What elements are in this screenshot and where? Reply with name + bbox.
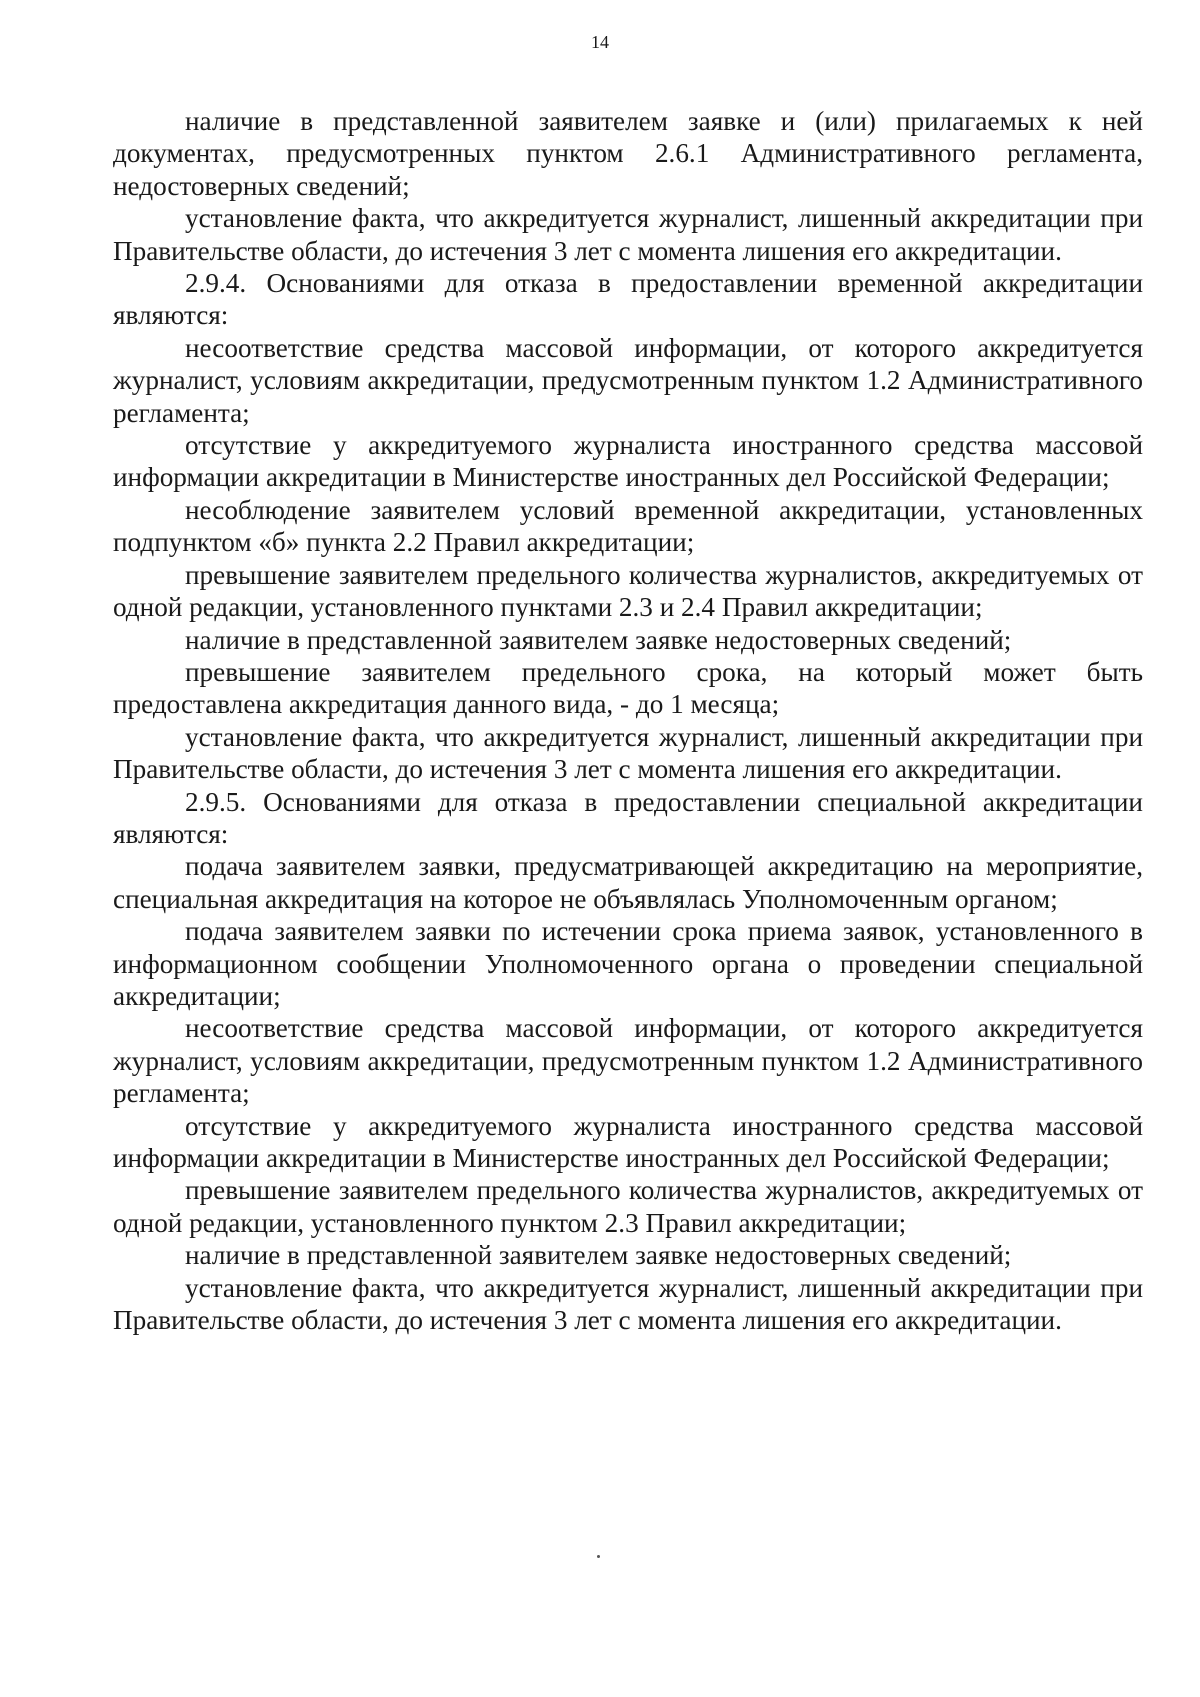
paragraph: превышение заявителем предельного количества журналистов, аккредитуемых от одной редакции, установленного пунктом 2.3 Правил аккредитации;: [113, 1175, 1143, 1238]
paragraph: несоответствие средства массовой информации, от которого аккредитуется журналист, условиям аккредитации, предусмотренным пунктом 1.2 Административного регламента;: [113, 332, 1143, 428]
paragraph: превышение заявителем предельного срока, на который может быть предоставлена аккредитация данного вида, - до 1 месяца;: [113, 656, 1143, 720]
paragraph: установление факта, что аккредитуется журналист, лишенный аккредитации при Правительстве области, до истечения 3 лет с момента лишения его аккредитации.: [113, 1272, 1143, 1336]
paragraph: подача заявителем заявки, предусматривающей аккредитацию на мероприятие, специальная аккредитация на которое не объявлялась Уполномоченным органом;: [113, 851, 1143, 914]
paragraph: наличие в представленной заявителем заявке недостоверных сведений;: [185, 1240, 1012, 1271]
paragraph: несоответствие средства массовой информации, от которого аккредитуется журналист, условиям аккредитации, предусмотренным пунктом 1.2 Административного регламента;: [113, 1013, 1143, 1109]
page-number: 14: [591, 32, 609, 52]
paragraph: наличие в представленной заявителем заявке и (или) прилагаемых к ней документах, предусмотренных пунктом 2.6.1 Административного регламента, недостоверных сведений;: [113, 106, 1143, 201]
paragraph: отсутствие у аккредитуемого журналиста иностранного средства массовой информации аккредитации в Министерстве иностранных дел Российской Федерации;: [113, 1110, 1143, 1173]
paragraph: установление факта, что аккредитуется журналист, лишенный аккредитации при Правительстве области, до истечения 3 лет с момента лишения его аккредитации.: [113, 721, 1143, 785]
paragraph: несоблюдение заявителем условий временной аккредитации, установленных подпунктом «б» пункта 2.2 Правил аккредитации;: [113, 494, 1143, 558]
paragraph: подача заявителем заявки по истечении срока приема заявок, установленного в информационном сообщении Уполномоченного органа о проведении специальной аккредитации;: [113, 916, 1143, 1011]
paragraph: превышение заявителем предельного количества журналистов, аккредитуемых от одной редакции, установленного пунктами 2.3 и 2.4 Правил аккредитации;: [113, 559, 1143, 623]
paragraph: наличие в представленной заявителем заявке недостоверных сведений;: [185, 624, 1012, 655]
paragraph: отсутствие у аккредитуемого журналиста иностранного средства массовой информации аккредитации в Министерстве иностранных дел Российской Федерации;: [113, 430, 1143, 493]
scan-speck: [597, 1555, 600, 1558]
document-body: [113, 105, 1143, 1336]
paragraph-section-heading: 2.9.4. Основаниями для отказа в предоставлении временной аккредитации являются:: [113, 268, 1143, 331]
paragraph-section-heading: 2.9.5. Основаниями для отказа в предоставлении специальной аккредитации являются:: [113, 786, 1143, 849]
paragraph: установление факта, что аккредитуется журналист, лишенный аккредитации при Правительстве области, до истечения 3 лет с момента лишения его аккредитации.: [113, 203, 1143, 266]
